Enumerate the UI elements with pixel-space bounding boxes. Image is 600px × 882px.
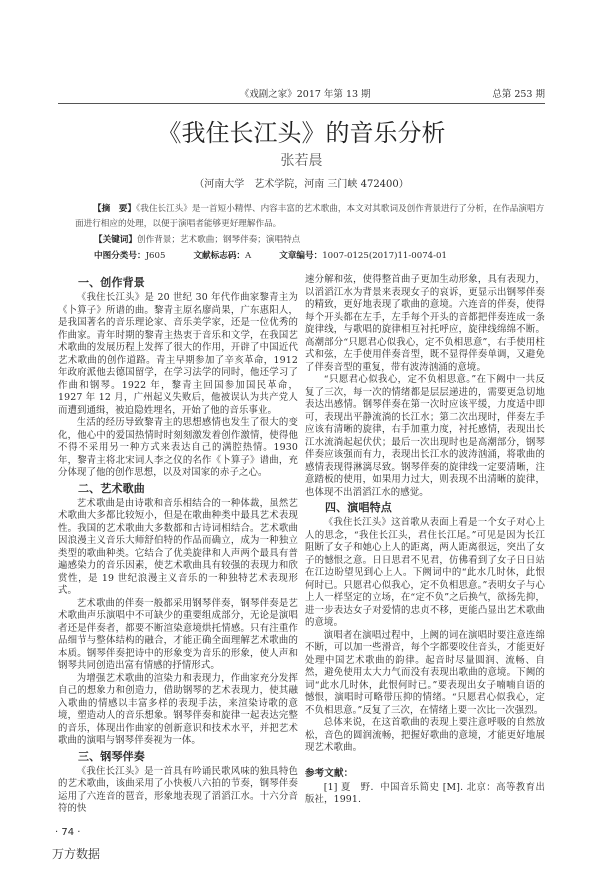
references-heading: 参考文献：	[305, 767, 354, 779]
keywords-label: 【关键词】	[94, 235, 137, 245]
paragraph: 总体来说，在这首歌曲的表现上要注意呼吸的自然放松，音色的圆润流畅，把握好歌曲的意境，才能更好地展现艺术歌曲。	[305, 717, 545, 753]
abstract-label: 【摘 要】	[93, 204, 136, 214]
paragraph: “只愿君心似我心，定不负相思意。”在下阙中一共反复了三次，每一次的情绪都是层层递进的，需要更急切地表达出感情。钢琴伴奏在第一次时应该平缓，力度适中即可，表现出平静流淌的长江水；第二次出现时，伴奏左手应该有清晰的旋律，右手加重力度，衬托感情，表现出长江水流淌起起伏伏；最后一次出现时也是高潮部分，钢琴伴奏应该强而有力，表现出长江水的波涛汹涌，将歌曲的感情表现得淋漓尽致。钢琴伴奏的旋律线一定要清晰，注意踏板的使用，如果用力过大，则表现不出清晰的旋律，也体现不出滔滔江水的感觉。	[305, 374, 545, 498]
total-issue: 总第 253 期	[492, 89, 545, 100]
clc-label: 中图分类号：	[94, 251, 146, 261]
clc-value: J605	[145, 251, 166, 261]
paragraph: 《我住长江头》是 20 世纪 30 年代作曲家黎青主为《卜算子》所谱的曲。黎青主原名廖尚果，广东惠阳人，是我国著名的音乐理论家、音乐美学家，还是一位优秀的作曲家。青年时期的黎青主热衷于音乐和文学，在我国艺术歌曲的发展历程上发挥了很大的作用，开辟了中国近代艺术歌曲的创作道路。青主早期参加了辛亥革命，1912 年政府派他去德国留学，在学习法学的同时，他还学习了作曲和钢琴。1922 年，黎青主回国参加国民革命，1927 年 12 月，广州起义失败后，他被误认为共产党人而遭到通缉，被迫隐姓埋名，开始了他的音乐事业。	[58, 292, 298, 416]
doc-code-label: 文献标志码：	[193, 251, 246, 261]
article-no-value: 1007-0125(2017)11-0074-01	[322, 251, 447, 261]
author: 张若晨	[280, 153, 323, 169]
right-column	[305, 274, 545, 807]
paragraph-continued: 速分解和弦，使得整首曲子更加生动形象，具有表现力，以滔滔江水为背景来表现女子的哀诉，更显示出钢琴伴奏的精致，更好地表现了歌曲的意境。六连音的伴奏，使得每个开头都在左手，左手每个开头的音都把伴奏连成一条旋律线，与歌唱的旋律相互衬托呼应，旋律线绵绵不断。高潮部分“只愿君心似我心，定不负相思意”，右手使用柱式和弦，左手使用伴奏音型，既不显得伴奏单调，又避免了伴奏音型的重复，带有波涛汹涌的意境。	[305, 274, 545, 373]
keywords	[58, 233, 545, 248]
section-heading: 二、艺术歌曲	[78, 481, 145, 495]
doc-code-value: A	[245, 251, 252, 261]
watermark: 万方数据	[52, 846, 101, 861]
journal-issue: 《戏剧之家》2017 年第 13 期	[239, 89, 371, 100]
paragraph: 艺术歌曲的伴奏一般都采用钢琴伴奏，钢琴伴奏是艺术歌曲声乐演唱中不可缺少的重要组成部分，无论是演唱者还是伴奏者，都要不断渲染意境烘托情感。只有注重作品细节与整体结构的融合，才能正确全面理解艺术歌曲的本质。钢琴伴奏把诗中的形象变为音乐的形象，使人声和钢琴共同创造出富有情感的抒情形式。	[58, 597, 298, 671]
article-title: 《我住长江头》的音乐分析	[157, 119, 446, 147]
classification-line	[58, 249, 545, 264]
reference-item: [1] 夏 野．中国音乐简史 [M]. 北京：高等教育出版社，1991.	[305, 781, 545, 805]
page-number: · 74 ·	[55, 826, 81, 838]
affiliation: （河南大学 艺术学院，河南 三门峡 472400）	[194, 179, 409, 190]
section-heading: 一、创作背景	[78, 276, 145, 289]
section-heading: 四、演唱特点	[325, 501, 392, 514]
paragraph: 艺术歌曲是由诗歌和音乐相结合的一种体裁，虽然艺术歌曲大多都比较短小，但是在歌曲种类中最具艺术表现性。我国的艺术歌曲大多数都和古诗词相结合。艺术歌曲因浪漫主义音乐大师舒伯特的作品而确立，成为一种独立类型的歌曲种类。它结合了优美旋律和人声两个最具有普遍感染力的音乐因素，使艺术歌曲具有较强的表现力和欣赏性，是 19 世纪浪漫主义音乐的一种独特艺术表现形式。	[58, 497, 298, 596]
abstract	[58, 202, 545, 232]
article-no-label: 文章编号：	[279, 251, 323, 261]
paragraph: 生活的经历导致黎青主的思想感情也发生了很大的变化，他心中的爱国热情时时刻刻激发着创作激情，使得他不得不采用另一种方式来表达自己的满腔热情。1930 年，黎青主将北宋词人李之仪的名作《卜算子》谱曲，充分体现了他的创作思想，以及对国家的赤子之心。	[58, 417, 298, 478]
body-columns	[58, 274, 545, 816]
running-header	[58, 84, 545, 104]
paragraph: 《我住长江头》这首歌从表面上看是一个女子对心上人的思念，“我住长江头，君住长江尾。”可见是因为长江阻断了女子和她心上人的距离，两人距离很远，突出了女子的憾恨之意。日日思君不见君，仿佛看到了女子日日站在江边盼望见到心上人。下阙词中的“此水几时休，此恨何时已。只愿君心似我心，定不负相思意。”表明女子与心上人一样坚定的立场，在“定不负”之后换气，欲扬先抑，进一步表达女子对爱情的忠贞不移，更能凸显出艺术歌曲的意境。	[305, 517, 545, 628]
section-heading: 三、钢琴伴奏	[78, 749, 145, 763]
keywords-text: 创作背景；艺术歌曲；钢琴伴奏；演唱特点	[136, 235, 301, 245]
paragraph: 演唱者在演唱过程中，上阙的词在演唱时要注意连绵不断，可以加一些滑音，每个字都要咬住音头，才能更好处理中国艺术歌曲的韵律。起音时尽量圆润、流畅、自然，避免使用太大力气而没有表现出歌曲的意境。下阙的词“此水几时休，此恨何时已。”要表现出女子喃喃自语的憾恨，演唱时可略带压抑的情绪。“只愿君心似我心，定不负相思意。”反复了三次，在情绪上要一次比一次强烈。	[305, 629, 545, 716]
paragraph: 《我住长江头》是一首具有吟诵民歌风味的独具特色的艺术歌曲，该曲采用了小快板八六拍的节奏，钢琴伴奏运用了六连音的琶音，形象地表现了滔滔江水。十六分音符的快	[58, 765, 298, 814]
paragraph: 为增强艺术歌曲的渲染力和表现力，作曲家充分发挥自己的想象力和创造力，借助钢琴的艺术表现力，使其融入歌曲的情感以丰富多样的表现手法，来渲染诗歌的意境，塑造动人的音乐想象。钢琴伴奏和旋律一起表达完整的音乐，体现出作曲家的创新意识和技术水平，并把艺术歌曲的演唱与钢琴伴奏视为一体。	[58, 672, 298, 746]
left-column	[58, 274, 298, 816]
abstract-text: 《我住长江头》是一首短小精悍、内容丰富的艺术歌曲，本文对其歌词及创作背景进行了分析，在作品演唱方面进行相应的处理，以便于演唱者能够更好理解作品。	[75, 204, 545, 229]
